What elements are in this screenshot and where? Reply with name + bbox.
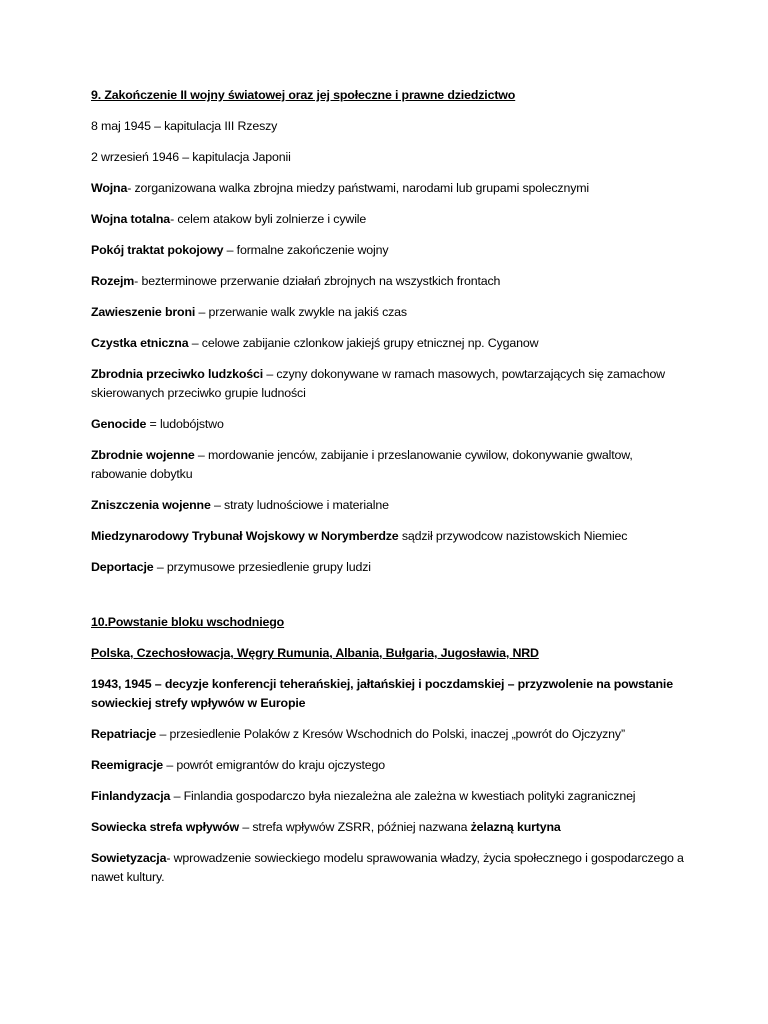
term-separator: - bbox=[134, 274, 142, 288]
term-definition: wprowadzenie sowieckiego modelu sprawowania władzy, życia społecznego i gospodarczego a nawet kultury. bbox=[91, 851, 684, 884]
term-definition: zorganizowana walka zbrojna miedzy państwami, narodami lub grupami spolecznymi bbox=[134, 181, 590, 195]
term-separator: – bbox=[194, 448, 208, 462]
term-definition: powrót emigrantów do kraju ojczystego bbox=[176, 758, 386, 772]
term-definition: straty ludnościowe i materialne bbox=[224, 498, 389, 512]
term-name: Sowietyzacja bbox=[91, 851, 167, 865]
section-10-terms bbox=[91, 725, 691, 887]
term-definition: ludobójstwo bbox=[159, 417, 224, 431]
term-name: Czystka etniczna bbox=[91, 336, 189, 350]
term-entry bbox=[91, 725, 691, 744]
term-separator: - bbox=[170, 212, 178, 226]
date-line-2: 2 wrzesień 1946 – kapitulacja Japonii bbox=[91, 150, 291, 164]
term-separator: - bbox=[127, 181, 135, 195]
term-name: Zniszczenia wojenne bbox=[91, 498, 211, 512]
iron-curtain-highlight: żelazną kurtyna bbox=[470, 820, 561, 834]
term-separator: – bbox=[239, 820, 253, 834]
term-entry bbox=[91, 272, 691, 291]
term-entry bbox=[91, 496, 691, 515]
term-entry bbox=[91, 365, 691, 403]
term-definition: Finlandia gospodarczo była niezależna ale zależna w kwestiach polityki zagranicznej bbox=[183, 789, 636, 803]
term-name: Wojna bbox=[91, 181, 128, 195]
section-spacer bbox=[91, 589, 691, 613]
conferences-paragraph: 1943, 1945 – decyzje konferencji teherańskiej, jałtańskiej i poczdamskiej – przyzwolenie na powstanie sowieckiej strefy wpływów w Europie bbox=[91, 677, 673, 710]
term-entry bbox=[91, 241, 691, 260]
section-9-heading: 9. Zakończenie II wojny światowej oraz jej społeczne i prawne dziedzictwo bbox=[91, 88, 516, 102]
term-separator: – bbox=[156, 727, 170, 741]
term-separator: – bbox=[263, 367, 277, 381]
term-name: Repatriacje bbox=[91, 727, 157, 741]
term-definition: bezterminowe przerwanie działań zbrojnych na wszystkich frontach bbox=[141, 274, 501, 288]
date-line-1: 8 maj 1945 – kapitulacja III Rzeszy bbox=[91, 119, 278, 133]
term-entry bbox=[91, 303, 691, 322]
term-name: Sowiecka strefa wpływów bbox=[91, 820, 240, 834]
term-entry bbox=[91, 446, 691, 484]
term-entry bbox=[91, 849, 691, 887]
term-name: Zbrodnie wojenne bbox=[91, 448, 195, 462]
countries-list: Polska, Czechosłowacja, Węgry Rumunia, Albania, Bułgaria, Jugosławia, NRD bbox=[91, 646, 539, 660]
term-definition: przerwanie walk zwykle na jakiś czas bbox=[208, 305, 407, 319]
section-10-heading: 10.Powstanie bloku wschodniego bbox=[91, 615, 285, 629]
term-name: Deportacje bbox=[91, 560, 154, 574]
term-definition: sądził przywodcow nazistowskich Niemiec bbox=[401, 529, 628, 543]
term-entry bbox=[91, 179, 691, 198]
term-definition: celem atakow byli zolnierze i cywile bbox=[177, 212, 367, 226]
term-separator: = bbox=[146, 417, 160, 431]
term-entry bbox=[91, 818, 691, 837]
term-separator: – bbox=[188, 336, 202, 350]
term-name: Pokój traktat pokojowy bbox=[91, 243, 224, 257]
term-entry bbox=[91, 558, 691, 577]
term-name: Rozejm bbox=[91, 274, 135, 288]
section-9-terms bbox=[91, 179, 691, 577]
term-name: Reemigracje bbox=[91, 758, 164, 772]
document-page bbox=[91, 86, 691, 899]
term-definition: mordowanie jenców, zabijanie i przeslanowanie cywilow, dokonywanie gwaltow, rabowanie dobytku bbox=[91, 448, 633, 481]
term-name: Zawieszenie broni bbox=[91, 305, 196, 319]
term-name: Finlandyzacja bbox=[91, 789, 171, 803]
term-separator: – bbox=[223, 243, 237, 257]
term-entry bbox=[91, 334, 691, 353]
term-definition: formalne zakończenie wojny bbox=[236, 243, 389, 257]
term-separator: – bbox=[195, 305, 209, 319]
term-entry bbox=[91, 787, 691, 806]
term-entry bbox=[91, 415, 691, 434]
term-separator: – bbox=[153, 560, 167, 574]
term-definition: przymusowe przesiedlenie grupy ludzi bbox=[166, 560, 371, 574]
term-definition: celowe zabijanie czlonkow jakiejś grupy etnicznej np. Cyganow bbox=[201, 336, 539, 350]
term-separator: – bbox=[163, 758, 177, 772]
term-name: Miedzynarodowy Trybunał Wojskowy w Norymberdze bbox=[91, 529, 399, 543]
term-name: Genocide bbox=[91, 417, 147, 431]
term-definition: czyny dokonywane w ramach masowych, powtarzających się zamachow skierowanych przeciwko grupie ludności bbox=[91, 367, 665, 400]
term-separator: - bbox=[166, 851, 174, 865]
term-name: Wojna totalna bbox=[91, 212, 171, 226]
term-definition: strefa wpływów ZSRR, później nazwana bbox=[252, 820, 471, 834]
term-entry bbox=[91, 210, 691, 229]
term-entry bbox=[91, 527, 691, 546]
term-separator: – bbox=[210, 498, 225, 512]
term-name: Zbrodnia przeciwko ludzkości bbox=[91, 367, 264, 381]
term-entry bbox=[91, 756, 691, 775]
term-definition: przesiedlenie Polaków z Kresów Wschodnich do Polski, inaczej „powrót do Ojczyzny” bbox=[169, 727, 625, 741]
term-separator: – bbox=[170, 789, 184, 803]
